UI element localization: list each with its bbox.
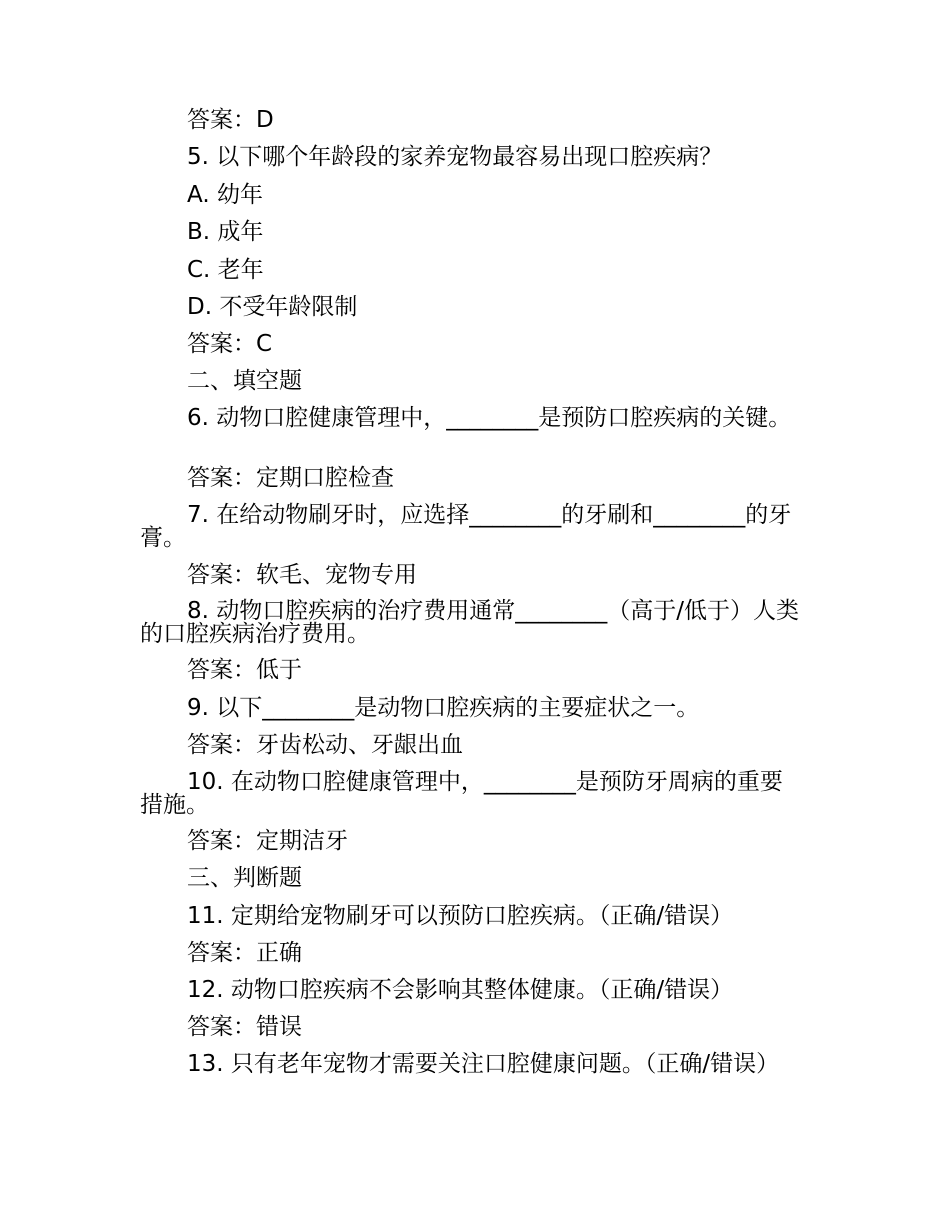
question-5: 5. 以下哪个年龄段的家养宠物最容易出现口腔疾病？ bbox=[187, 144, 723, 170]
answer-4: 答案：D bbox=[187, 107, 274, 133]
option-a: A. 幼年 bbox=[187, 182, 263, 208]
answer-10: 答案：定期洁牙 bbox=[187, 828, 348, 854]
answer-7: 答案：软毛、宠物专用 bbox=[187, 562, 417, 588]
option-b: B. 成年 bbox=[187, 219, 264, 245]
section-heading-true-false: 三、判断题 bbox=[187, 865, 302, 891]
option-c: C. 老年 bbox=[187, 257, 264, 283]
question-10: 10. 在动物口腔健康管理中，________是预防牙周病的重要措施。 bbox=[140, 769, 783, 818]
question-11: 11. 定期给宠物刷牙可以预防口腔疾病。（正确/错误） bbox=[187, 903, 734, 929]
question-9: 9. 以下________是动物口腔疾病的主要症状之一。 bbox=[187, 695, 700, 721]
answer-6: 答案：定期口腔检查 bbox=[187, 465, 394, 491]
question-13: 13. 只有老年宠物才需要关注口腔健康问题。（正确/错误） bbox=[187, 1051, 780, 1077]
answer-9: 答案：牙齿松动、牙龈出血 bbox=[187, 732, 463, 758]
question-12: 12. 动物口腔疾病不会影响其整体健康。（正确/错误） bbox=[187, 977, 734, 1003]
question-8: 8. 动物口腔疾病的治疗费用通常________（高于/低于）人类的口腔疾病治疗费用。 bbox=[140, 598, 800, 647]
answer-11: 答案：正确 bbox=[187, 940, 302, 966]
question-6: 6. 动物口腔健康管理中，________是预防口腔疾病的关键。 bbox=[187, 405, 792, 431]
option-d: D. 不受年龄限制 bbox=[187, 294, 358, 320]
section-heading-fill-in: 二、填空题 bbox=[187, 368, 302, 394]
answer-5: 答案：C bbox=[187, 331, 273, 357]
answer-12: 答案：错误 bbox=[187, 1014, 302, 1040]
answer-8: 答案：低于 bbox=[187, 657, 302, 683]
question-7: 7. 在给动物刷牙时，应选择________的牙刷和________的牙膏。 bbox=[140, 502, 792, 551]
